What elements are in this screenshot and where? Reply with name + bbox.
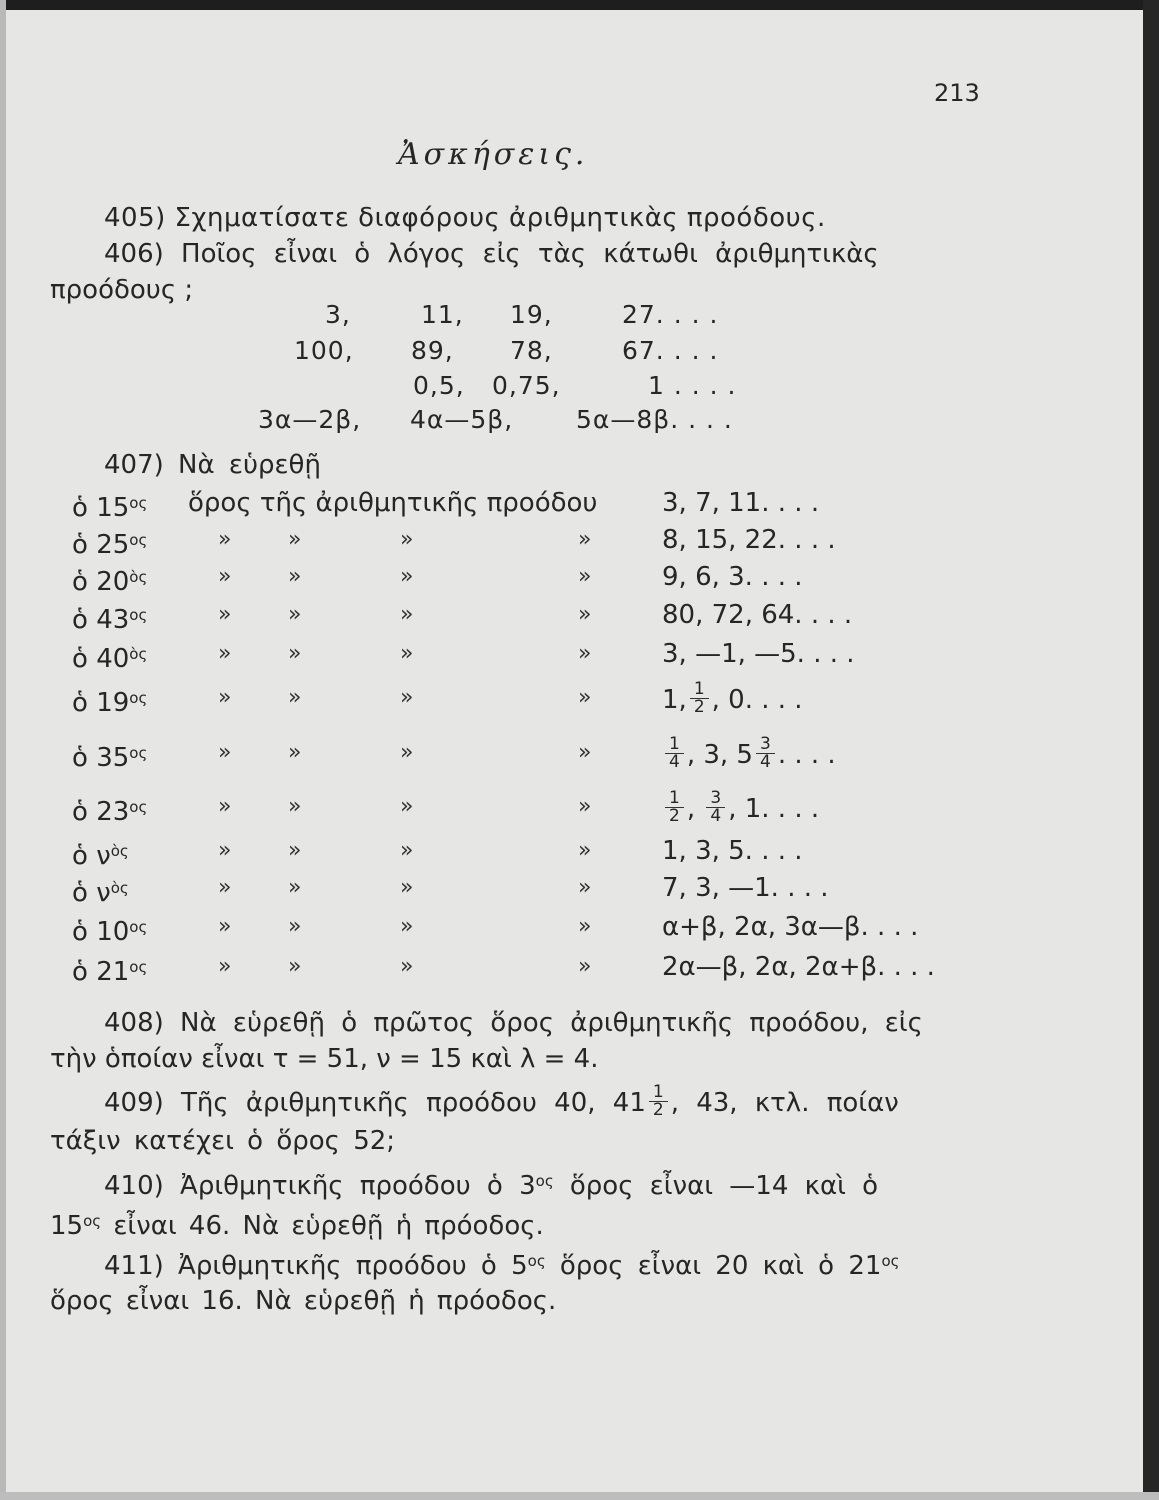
term-label	[72, 836, 129, 871]
article: ὁ	[72, 605, 88, 635]
sequence-cell: 0,5,	[413, 371, 465, 400]
scan-border-right	[1143, 0, 1159, 1500]
term-label	[72, 600, 147, 635]
ditto-mark: »	[400, 564, 414, 589]
ditto-mark: »	[578, 740, 592, 765]
term-index: 15	[96, 493, 130, 523]
article: ὁ	[72, 797, 88, 827]
exercise-410-text-a: 410) Ἀριθμητικῆς προόδου ὁ 3	[104, 1171, 536, 1201]
term-index: 40	[96, 644, 130, 674]
exercise-410-text-c: 15	[50, 1211, 84, 1241]
exercise-409-line2: τάξιν κατέχει ὁ ὅρος 52;	[50, 1126, 396, 1156]
ditto-mark: »	[288, 954, 302, 979]
ditto-mark: »	[400, 875, 414, 900]
exercise-408-line1: 408) Νὰ εὑρεθῇ ὁ πρῶτος ὅρος ἀριθμητικῆς προόδου, εἰς	[104, 1008, 923, 1038]
term-label	[72, 683, 147, 718]
exercise-410-line2	[50, 1206, 544, 1241]
ditto-mark: »	[218, 794, 232, 819]
exercise-410-line1	[104, 1166, 878, 1201]
fraction	[665, 736, 684, 771]
ditto-mark: »	[578, 602, 592, 627]
sequence-part: , 0. . . .	[711, 685, 803, 715]
ditto-mark: »	[218, 838, 232, 863]
fraction	[649, 1084, 668, 1119]
fraction	[756, 736, 775, 771]
sequence-part: , 3, 5	[686, 740, 753, 770]
exercise-405: 405) Σχηματίσατε διαφόρους ἀριθμητικὰς προόδους.	[104, 203, 826, 233]
ordinal-suffix: ὸς	[129, 568, 148, 586]
ordinal-suffix: ος	[129, 531, 148, 549]
sequence	[662, 734, 836, 773]
ordinal-suffix: ος	[83, 1212, 102, 1230]
ditto-mark: »	[400, 641, 414, 666]
exercise-407-intro: 407) Νὰ εὑρεθῇ	[104, 450, 321, 480]
ditto-mark: »	[400, 685, 414, 710]
ditto-mark: »	[578, 954, 592, 979]
exercise-411-text-a: 411) Ἀριθμητικῆς προόδου ὁ 5	[104, 1251, 528, 1281]
exercise-411-line1	[104, 1246, 899, 1281]
ordinal-suffix: ος	[129, 958, 148, 976]
ditto-mark: »	[400, 527, 414, 552]
ditto-mark: »	[218, 740, 232, 765]
sequence-cell: 67. . . .	[622, 336, 719, 365]
sequence: α+β, 2α, 3α—β. . . .	[662, 912, 919, 942]
term-label	[72, 488, 147, 523]
sequence-cell: 89,	[411, 336, 454, 365]
ditto-mark: »	[578, 527, 592, 552]
term-index: 43	[96, 605, 130, 635]
exercise-410-text-d: εἶναι 46. Νὰ εὑρεθῇ ἡ πρόοδος.	[101, 1211, 544, 1241]
exercise-406-line2: προόδους ;	[50, 275, 194, 305]
article: ὁ	[72, 567, 88, 597]
scan-border-left	[0, 0, 6, 1500]
ditto-mark: »	[578, 641, 592, 666]
article: ὁ	[72, 743, 88, 773]
article: ὁ	[72, 493, 88, 523]
term-label	[72, 873, 129, 908]
article: ὁ	[72, 644, 88, 674]
exercise-406-line1: 406) Ποῖος εἶναι ὁ λόγος εἰς τὰς κάτωθι ἀριθμητικὰς	[104, 239, 879, 269]
ditto-mark: »	[288, 914, 302, 939]
ditto-mark: »	[288, 685, 302, 710]
ordinal-suffix: ος	[129, 918, 148, 936]
ordinal-suffix: ος	[129, 606, 148, 624]
fraction-numerator: 1	[669, 734, 680, 754]
fraction-denominator: 4	[756, 753, 775, 771]
sequence-cell: 5α—8β. . . .	[576, 405, 733, 434]
term-index: ν	[96, 841, 111, 871]
term-label	[72, 525, 147, 560]
fraction-denominator: 2	[665, 807, 684, 825]
sequence-cell: 0,75,	[492, 371, 561, 400]
scan-border-top	[0, 0, 1159, 10]
ditto-mark: »	[400, 914, 414, 939]
term-label	[72, 639, 147, 674]
sequence: 9, 6, 3. . . .	[662, 562, 803, 592]
ditto-mark: »	[288, 641, 302, 666]
article: ὁ	[72, 878, 88, 908]
sequence-cell: 1 . . . .	[648, 371, 737, 400]
fraction-denominator: 2	[690, 698, 709, 716]
sequence-cell: 78,	[510, 336, 553, 365]
fraction-numerator: 1	[652, 1082, 664, 1102]
exercise-408-line2: τὴν ὁποίαν εἶναι τ = 51, ν = 15 καὶ λ = 4.	[50, 1044, 599, 1074]
term-index: 10	[96, 917, 130, 947]
ditto-mark: »	[218, 954, 232, 979]
term-index: 21	[96, 957, 130, 987]
fraction	[690, 681, 709, 716]
page-number: 213	[934, 79, 980, 107]
article: ὁ	[72, 841, 88, 871]
term-index: ν	[96, 878, 111, 908]
term-label	[72, 792, 147, 827]
ditto-mark: »	[400, 838, 414, 863]
fraction-denominator: 4	[706, 807, 725, 825]
term-index: 25	[96, 530, 130, 560]
ditto-mark: »	[218, 685, 232, 710]
fraction-numerator: 1	[693, 679, 705, 699]
ditto-mark: »	[400, 602, 414, 627]
ordinal-suffix: ος	[535, 1172, 554, 1190]
fraction-denominator: 2	[649, 1101, 668, 1119]
term-index: 23	[96, 797, 130, 827]
ordinal-suffix: ος	[129, 689, 148, 707]
ditto-mark: »	[218, 914, 232, 939]
ordinal-suffix: ος	[129, 494, 148, 512]
sequence: 7, 3, —1. . . .	[662, 873, 829, 903]
ordinal-suffix: ος	[129, 798, 148, 816]
ditto-mark: »	[400, 794, 414, 819]
sequence: 3, 7, 11. . . .	[662, 488, 820, 518]
ditto-mark: »	[218, 875, 232, 900]
ditto-mark: »	[400, 954, 414, 979]
section-title: Ἀσκήσεις.	[398, 137, 589, 172]
sequence-part: . . . .	[777, 740, 836, 770]
term-label	[72, 562, 147, 597]
ditto-mark: »	[288, 527, 302, 552]
term-label	[72, 738, 147, 773]
article: ὁ	[72, 530, 88, 560]
sequence-cell: 4α—5β,	[410, 405, 514, 434]
ditto-mark: »	[578, 875, 592, 900]
header-phrase: ὅρος τῆς ἀριθμητικῆς προόδου	[188, 488, 598, 518]
ditto-mark: »	[288, 838, 302, 863]
sequence: 8, 15, 22. . . .	[662, 525, 836, 555]
sequence-part: , 1. . . .	[728, 794, 820, 824]
sequence-cell: 100,	[294, 336, 354, 365]
ditto-mark: »	[578, 794, 592, 819]
ditto-mark: »	[578, 685, 592, 710]
term-index: 19	[96, 688, 130, 718]
ditto-mark: »	[288, 794, 302, 819]
article: ὁ	[72, 688, 88, 718]
ditto-mark: »	[288, 875, 302, 900]
term-label	[72, 912, 147, 947]
exercise-411-line2: ὅρος εἶναι 16. Νὰ εὑρεθῇ ἡ πρόοδος.	[50, 1286, 557, 1316]
article: ὁ	[72, 917, 88, 947]
term-index: 35	[96, 743, 130, 773]
sequence-cell: 19,	[510, 300, 553, 329]
article: ὁ	[72, 957, 88, 987]
ordinal-suffix: ὸς	[110, 879, 129, 897]
exercise-409-text-a: 409) Τῆς ἀριθμητικῆς προόδου 40, 41	[104, 1088, 646, 1118]
ditto-mark: »	[288, 740, 302, 765]
ditto-mark: »	[400, 740, 414, 765]
sequence-cell: 11,	[421, 300, 464, 329]
ordinal-suffix: ος	[881, 1252, 900, 1270]
fraction-denominator: 4	[665, 753, 684, 771]
exercise-409-line1	[104, 1082, 899, 1121]
exercise-409-text-b: , 43, κτλ. ποίαν	[670, 1088, 899, 1118]
ditto-mark: »	[218, 564, 232, 589]
sequence-cell: 27. . . .	[622, 300, 719, 329]
ditto-mark: »	[578, 914, 592, 939]
scan-border-bottom	[0, 1492, 1159, 1500]
term-index: 20	[96, 567, 130, 597]
sequence: 1, 3, 5. . . .	[662, 836, 803, 866]
ditto-mark: »	[578, 838, 592, 863]
ditto-mark: »	[218, 641, 232, 666]
fraction	[665, 790, 684, 825]
term-label	[72, 952, 147, 987]
ditto-mark: »	[218, 527, 232, 552]
fraction-numerator: 3	[759, 734, 771, 754]
sequence: $\frac{1}{2}$ , $\frac{3}{4}$ , 1. . . .	[662, 792, 819, 827]
fraction-numerator: 3	[710, 788, 722, 808]
ordinal-suffix: ὸς	[129, 645, 148, 663]
fraction	[706, 790, 725, 825]
sequence-part: 1,	[662, 685, 687, 715]
ditto-mark: »	[288, 564, 302, 589]
ditto-mark: »	[218, 602, 232, 627]
sequence: 80, 72, 64. . . .	[662, 600, 853, 630]
sequence-cell: 3α—2β,	[258, 405, 362, 434]
sequence	[662, 679, 803, 718]
exercise-410-text-b: ὅρος εἶναι —14 καὶ ὁ	[553, 1171, 879, 1201]
exercise-411-text-b: ὅρος εἶναι 20 καὶ ὁ 21	[545, 1251, 882, 1281]
sequence: 2α—β, 2α, 2α+β. . . .	[662, 952, 935, 982]
sequence-cell: 3,	[325, 300, 351, 329]
sequence: 3, —1, —5. . . .	[662, 639, 855, 669]
ditto-mark: »	[578, 564, 592, 589]
ditto-mark: »	[288, 602, 302, 627]
ordinal-suffix: ος	[129, 744, 148, 762]
ordinal-suffix: ὸς	[110, 842, 129, 860]
fraction-numerator: 1	[669, 788, 680, 808]
ordinal-suffix: ος	[527, 1252, 546, 1270]
